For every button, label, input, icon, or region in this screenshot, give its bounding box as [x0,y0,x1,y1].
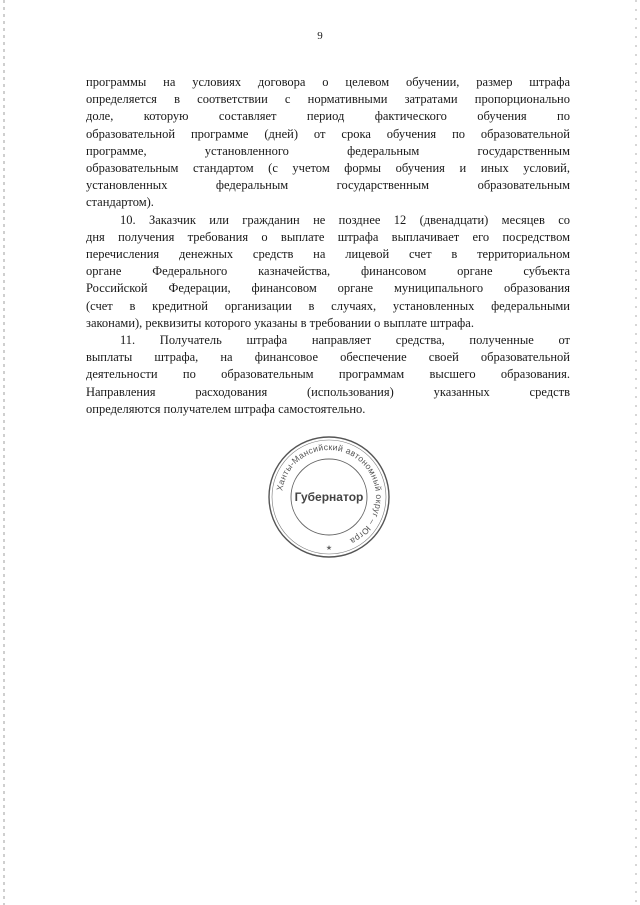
seal-ring-text: Ханты-Мансийский автономный округ – Югра [274,441,385,547]
document-body [86,74,570,418]
seal-star-icon: ★ [325,545,333,552]
text-line: дня получения требования о выплате штрафа выплачивает его посредством [86,229,570,244]
text-line: органе Федерального казначейства, финансовом органе субъекта [86,264,570,279]
seal-graphic [264,432,394,562]
text-line: законами), реквизиты которого указаны в требовании о выплате штрафа. [86,315,474,330]
text-line: программе, установленного федеральным государственным [86,143,570,158]
text-line: (счет в кредитной организации в случаях, установленных федеральными [86,298,570,313]
text-line: выплаты штрафа, на финансовое обеспечение своей образовательной [86,350,570,365]
scan-edge-left [3,0,5,905]
text-line: деятельности по образовательным программам высшего образования. [86,367,570,382]
text-line: образовательной программе (дней) от срока обучения по образовательной [86,126,570,141]
official-seal-stamp [264,432,394,562]
text-line: определяется в соответствии с нормативными затратами пропорционально [86,92,570,107]
paragraph-11 [86,332,570,418]
seal-center-text: Губернатор [294,490,364,504]
paragraph-continuation [86,74,570,212]
text-line: 10. Заказчик или гражданин не позднее 12 (двенадцати) месяцев со [120,212,570,227]
text-line: определяются получателем штрафа самостоятельно. [86,401,366,416]
text-line: Российской Федерации, финансовом органе муниципального образования [86,281,570,296]
text-line: образовательным стандартом (с учетом формы обучения и иных условий, [86,161,570,176]
text-line: стандартом). [86,195,154,210]
text-line: программы на условиях договора о целевом обучении, размер штрафа [86,75,570,89]
text-line: установленных федеральным государственным образовательным [86,178,570,193]
paragraph-10 [86,212,570,332]
text-line: 11. Получатель штрафа направляет средства, полученные от [120,333,570,348]
text-line: Направления расходования (использования) указанных средств [86,384,570,399]
text-line: доле, которую составляет период фактического обучения по [86,109,570,124]
page-number: 9 [317,30,323,42]
scan-edge-right [635,0,637,905]
text-line: перечисления денежных средств на лицевой счет в территориальном [86,247,570,262]
